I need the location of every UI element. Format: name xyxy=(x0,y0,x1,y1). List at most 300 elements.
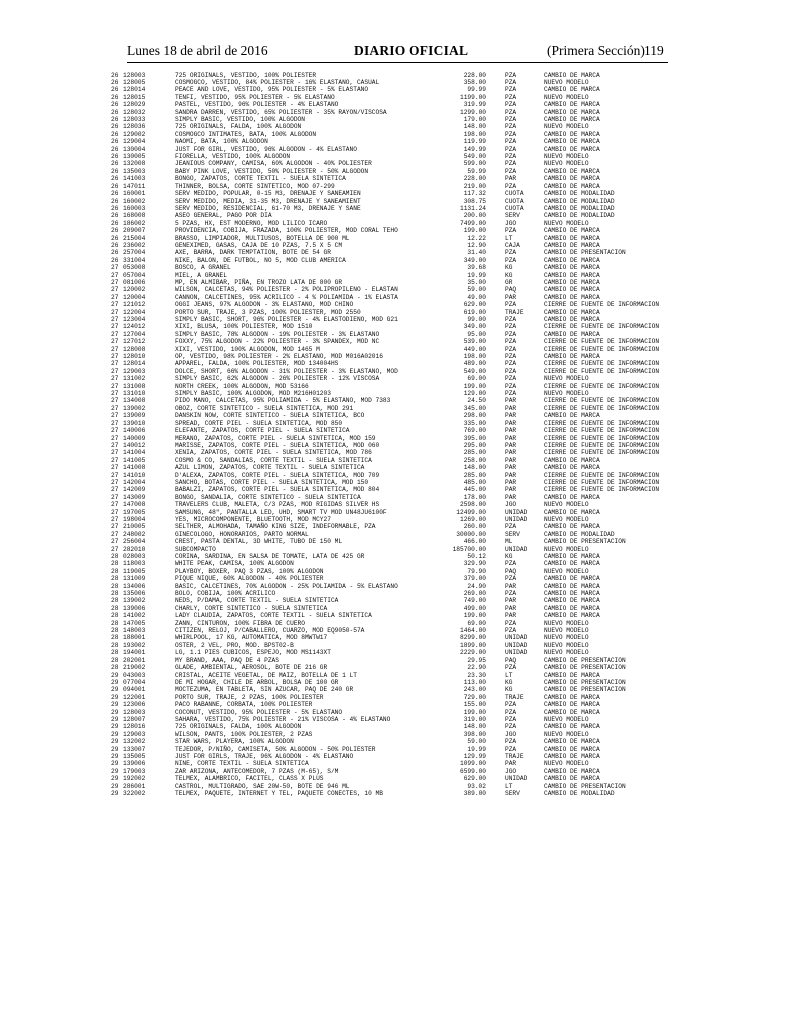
row-observation: CAMBIO DE MARCA xyxy=(544,723,600,731)
row-price: 629.00 xyxy=(463,775,486,783)
row-day: 28 xyxy=(111,627,119,635)
table-row xyxy=(0,612,791,619)
row-day: 27 xyxy=(111,427,119,435)
row-code: 131008 xyxy=(123,382,146,390)
table-row xyxy=(0,301,791,308)
table-row xyxy=(0,486,791,493)
row-unit: PAR xyxy=(505,412,517,420)
row-description: PORTO SUR, TRAJE, 2 PZAS, 100% POLIESTER xyxy=(175,693,324,701)
row-description: SAMSUNG, 48", PANTALLA LED, UHD, SMART TV MOD UN48JU6100F xyxy=(175,508,387,516)
row-price: 148.00 xyxy=(463,123,486,131)
row-price: 12.90 xyxy=(467,241,486,249)
row-day: 28 xyxy=(111,664,119,672)
table-row xyxy=(0,153,791,160)
row-description: BOLO, COBIJA, 100% ACRILICO xyxy=(175,590,276,598)
row-unit: UNIDAD xyxy=(505,775,528,783)
row-observation: CIERRE DE FUENTE DE INFORMACION xyxy=(544,301,660,309)
row-price: 29.95 xyxy=(467,656,486,664)
row-observation: CAMBIO DE PRESENTACION xyxy=(544,664,626,672)
row-unit: PZA xyxy=(505,382,517,390)
row-code: 128036 xyxy=(123,123,146,131)
row-day: 28 xyxy=(111,649,119,657)
row-observation: NUEVO MODELO xyxy=(544,501,589,509)
row-unit: PZA xyxy=(505,71,517,79)
row-observation: NUEVO MODELO xyxy=(544,79,589,86)
row-description: CREST, PASTA DENTAL, 3D WHITE, TUBO DE 150 ML xyxy=(175,538,343,546)
table-row xyxy=(0,309,791,316)
row-unit: LT xyxy=(505,671,513,679)
table-row xyxy=(0,264,791,271)
row-code: 123004 xyxy=(123,316,146,323)
row-code: 141010 xyxy=(123,471,146,479)
row-day: 26 xyxy=(111,130,119,138)
row-description: FOXXY, 75% ALGODON - 22% POLIESTER - 3% SPANDEX, MOD NC xyxy=(175,338,380,346)
row-unit: PZA xyxy=(505,375,517,383)
row-code: 094001 xyxy=(123,686,146,694)
table-row xyxy=(0,227,791,234)
row-unit: PZA xyxy=(505,701,517,709)
row-code: 139006 xyxy=(123,760,146,768)
row-price: 228.00 xyxy=(463,175,486,183)
row-code: 129002 xyxy=(123,130,146,138)
row-code: 134008 xyxy=(123,397,146,405)
row-day: 26 xyxy=(111,93,119,101)
row-description: PROVIDENCIA, COBIJA, FRAZADA, 100% POLIESTER, MOD CORAL TEHO xyxy=(175,227,398,235)
row-unit: JGO xyxy=(505,219,517,227)
row-code: 132002 xyxy=(123,738,146,746)
row-description: ZAR ARIZONA, ANTECOMEDOR, 7 PZAS (M-65), S/M xyxy=(175,767,339,775)
row-price: 12499.00 xyxy=(456,508,486,516)
row-observation: CAMBIO DE MARCA xyxy=(544,271,600,279)
row-observation: CAMBIO DE MARCA xyxy=(544,264,600,272)
row-unit: SERV xyxy=(505,530,520,538)
row-observation: CAMBIO DE MARCA xyxy=(544,560,600,568)
row-code: 148003 xyxy=(123,627,146,635)
row-description: APPAREL, FALDA, 100% POLIESTER, MOD 134004HS xyxy=(175,360,339,368)
row-description: SIMPLY BASIC, VESTIDO, 100% ALGODON xyxy=(175,116,305,124)
row-description: NIKE, BALON, DE FUTBOL, NO 5, MOD CLUB AMERICA xyxy=(175,256,346,264)
table-row xyxy=(0,516,791,523)
row-unit: PZA xyxy=(505,360,517,368)
row-description: DANSKIN NOW, CORTE SINTETICO - SUELA SINTETICA, BCO xyxy=(175,412,365,420)
row-observation: CAMBIO DE MARCA xyxy=(544,145,600,153)
row-observation: CAMBIO DE MODALIDAD xyxy=(544,197,615,205)
row-day: 27 xyxy=(111,316,119,323)
row-unit: PAR xyxy=(505,441,517,449)
row-unit: PZA xyxy=(505,523,517,531)
row-description: SELTHER, ALMOHADA, TAMAÑO KING SIZE, INDEFORMABLE, PZA xyxy=(175,523,376,531)
row-code: 198004 xyxy=(123,515,146,523)
table-row xyxy=(0,272,791,279)
row-observation: CAMBIO DE MARCA xyxy=(544,278,600,286)
row-observation: NUEVO MODELO xyxy=(544,390,589,398)
row-price: 35.00 xyxy=(467,278,486,286)
row-observation: NUEVO MODELO xyxy=(544,375,589,383)
table-row xyxy=(0,790,791,797)
table-row xyxy=(0,294,791,301)
row-observation: CAMBIO DE MARCA xyxy=(544,745,600,753)
row-price: 1131.24 xyxy=(460,204,486,212)
row-observation: CAMBIO DE MARCA xyxy=(544,330,600,338)
row-day: 27 xyxy=(111,353,119,361)
row-observation: CAMBIO DE MODALIDAD xyxy=(544,790,615,797)
row-code: 140009 xyxy=(123,434,146,442)
row-unit: PZA xyxy=(505,738,517,746)
row-price: 148.00 xyxy=(463,464,486,472)
row-observation: CAMBIO DE MARCA xyxy=(544,508,600,516)
row-description: ZANN, CINTURON, 100% FIBRA DE CUERO xyxy=(175,619,305,627)
row-price: 539.00 xyxy=(463,338,486,346)
row-observation: NUEVO MODELO xyxy=(544,634,589,642)
row-day: 27 xyxy=(111,367,119,375)
row-day: 26 xyxy=(111,182,119,190)
row-day: 26 xyxy=(111,71,119,79)
row-description: CITIZEN, RELOJ, P/CABALLERO, CUARZO, MOD EQ9050-57A xyxy=(175,627,365,635)
row-unit: PZA xyxy=(505,86,517,94)
row-price: 79.90 xyxy=(467,567,486,575)
row-description: SIMPLY BASIC, 62% ALGODON - 26% POLIESTER - 12% VISCOSA xyxy=(175,375,380,383)
row-code: 135005 xyxy=(123,752,146,760)
row-code: 128005 xyxy=(123,79,146,86)
row-price: 6599.00 xyxy=(460,767,486,775)
row-unit: PZA xyxy=(505,256,517,264)
row-day: 29 xyxy=(111,760,119,768)
table-row xyxy=(0,375,791,382)
row-description: AZUL LIMON, ZAPATOS, CORTE TEXTIL - SUELA SINTETICA xyxy=(175,464,365,472)
row-price: 319.99 xyxy=(463,101,486,109)
row-code: 160002 xyxy=(123,197,146,205)
table-row xyxy=(0,412,791,419)
row-code: 141005 xyxy=(123,456,146,464)
row-description: PACO RABANNE, CORBATA, 100% POLIESTER xyxy=(175,701,313,709)
table-row xyxy=(0,435,791,442)
row-code: 128014 xyxy=(123,86,146,94)
table-row xyxy=(0,86,791,93)
table-row xyxy=(0,597,791,604)
row-observation: CAMBIO DE PRESENTACION xyxy=(544,782,626,790)
row-day: 27 xyxy=(111,493,119,501)
row-day: 26 xyxy=(111,123,119,131)
row-price: 198.00 xyxy=(463,130,486,138)
row-code: 128014 xyxy=(123,360,146,368)
row-code: 160003 xyxy=(123,204,146,212)
row-unit: KG xyxy=(505,553,513,560)
row-observation: NUEVO MODELO xyxy=(544,567,589,575)
row-unit: PAR xyxy=(505,419,517,427)
row-day: 28 xyxy=(111,634,119,642)
row-observation: CIERRE DE FUENTE DE INFORMACION xyxy=(544,367,660,375)
row-price: 19.99 xyxy=(467,271,486,279)
row-day: 26 xyxy=(111,79,119,86)
table-row xyxy=(0,538,791,545)
row-unit: PZA xyxy=(505,560,517,568)
row-code: 128007 xyxy=(123,715,146,723)
row-day: 28 xyxy=(111,641,119,649)
row-price: 2598.00 xyxy=(460,501,486,509)
table-row xyxy=(0,360,791,367)
row-unit: LT xyxy=(505,234,513,242)
row-observation: CAMBIO DE MARCA xyxy=(544,456,600,464)
row-day: 27 xyxy=(111,360,119,368)
row-unit: PAR xyxy=(505,293,517,301)
table-row xyxy=(0,501,791,508)
row-code: 128010 xyxy=(123,353,146,361)
row-price: 113.00 xyxy=(463,678,486,686)
row-day: 27 xyxy=(111,545,119,553)
row-day: 27 xyxy=(111,338,119,346)
row-unit: PAQ xyxy=(505,286,517,294)
table-row xyxy=(0,590,791,597)
row-description: BASIC, CALCETINES, 70% ALGODON - 25% POLIAMIDA - 5% ELASTANO xyxy=(175,582,398,590)
row-description: 5 PZAS, HX, EST MODERNO, MOD LILICO ICARO xyxy=(175,219,328,227)
row-code: 129004 xyxy=(123,138,146,146)
table-row xyxy=(0,79,791,86)
row-observation: CAMBIO DE MARCA xyxy=(544,767,600,775)
row-unit: CAJA xyxy=(505,241,520,249)
row-unit: PZA xyxy=(505,123,517,131)
row-price: 178.00 xyxy=(463,493,486,501)
row-unit: PZA xyxy=(505,116,517,124)
row-day: 27 xyxy=(111,301,119,309)
row-unit: PZA xyxy=(505,101,517,109)
row-observation: NUEVO MODELO xyxy=(544,715,589,723)
table-row xyxy=(0,672,791,679)
row-price: 298.00 xyxy=(463,412,486,420)
row-unit: LT xyxy=(505,782,513,790)
row-description: PASTEL, VESTIDO, 96% POLIESTER - 4% ELASTANO xyxy=(175,101,339,109)
row-price: 185700.00 xyxy=(452,545,486,553)
table-row xyxy=(0,368,791,375)
row-observation: CAMBIO DE MARCA xyxy=(544,693,600,701)
row-description: TENFI, VESTIDO, 95% POLIESTER - 5% ELASTANO xyxy=(175,93,335,101)
row-observation: CIERRE DE FUENTE DE INFORMACION xyxy=(544,404,660,412)
row-day: 29 xyxy=(111,723,119,731)
row-description: DOLCE, SHORT, 66% ALGODON - 31% POLIESTER - 3% ELASTANO, MOD xyxy=(175,367,398,375)
row-unit: PAR xyxy=(505,760,517,768)
row-observation: CAMBIO DE MARCA xyxy=(544,234,600,242)
row-code: 132008 xyxy=(123,160,146,168)
table-row xyxy=(0,397,791,404)
row-day: 29 xyxy=(111,767,119,775)
row-code: 139010 xyxy=(123,419,146,427)
row-day: 29 xyxy=(111,745,119,753)
table-row xyxy=(0,701,791,708)
row-observation: CAMBIO DE MARCA xyxy=(544,493,600,501)
table-row xyxy=(0,175,791,182)
row-observation: NUEVO MODELO xyxy=(544,730,589,738)
row-day: 27 xyxy=(111,308,119,316)
row-unit: PAR xyxy=(505,478,517,486)
row-observation: CIERRE DE FUENTE DE INFORMACION xyxy=(544,360,660,368)
table-row xyxy=(0,101,791,108)
row-day: 29 xyxy=(111,693,119,701)
row-code: 128008 xyxy=(123,345,146,353)
row-observation: CAMBIO DE MODALIDAD xyxy=(544,530,615,538)
row-description: WILSON, PANTS, 100% POLIESTER, 2 PZAS xyxy=(175,730,313,738)
row-description: TRAVELERS CLUB, MALETA, C/3 PZAS, MOD RIGIDAS SILVER HS xyxy=(175,501,380,509)
row-unit: JGO xyxy=(505,501,517,509)
row-code: 120002 xyxy=(123,286,146,294)
table-row xyxy=(0,560,791,567)
table-row xyxy=(0,753,791,760)
row-day: 26 xyxy=(111,145,119,153)
row-price: 749.00 xyxy=(463,597,486,605)
row-day: 27 xyxy=(111,375,119,383)
table-row xyxy=(0,716,791,723)
row-unit: PZA xyxy=(505,708,517,716)
row-observation: CIERRE DE FUENTE DE INFORMACION xyxy=(544,382,660,390)
row-observation: CIERRE DE FUENTE DE INFORMACION xyxy=(544,427,660,435)
row-price: 499.00 xyxy=(463,604,486,612)
row-description: XIXI, VESTIDO, 100% ALGODON, MOD 1465 M xyxy=(175,345,320,353)
row-price: 295.00 xyxy=(463,441,486,449)
table-row xyxy=(0,183,791,190)
row-description: FIORELLA, VESTIDO, 100% ALGODON xyxy=(175,153,291,161)
row-observation: CAMBIO DE MARCA xyxy=(544,256,600,264)
row-observation: CAMBIO DE PRESENTACION xyxy=(544,656,626,664)
row-unit: UNIDAD xyxy=(505,634,528,642)
row-day: 26 xyxy=(111,167,119,175)
row-description: BABALZI, ZAPATOS, CORTE PIEL - SUELA SINTETICA, MOD 804 xyxy=(175,486,380,494)
row-price: 179.00 xyxy=(463,116,486,124)
row-day: 27 xyxy=(111,515,119,523)
row-code: 179003 xyxy=(123,767,146,775)
table-row xyxy=(0,694,791,701)
row-description: ELEFANTE, ZAPATOS, CORTE PIEL - SUELA SINTETICA xyxy=(175,427,350,435)
row-unit: PZA xyxy=(505,323,517,331)
row-description: JUST FOR GIRL, VESTIDO, 96% ALGODON - 4% ELASTANO xyxy=(175,145,357,153)
row-observation: CIERRE DE FUENTE DE INFORMACION xyxy=(544,434,660,442)
row-unit: PZA xyxy=(505,345,517,353)
table-row xyxy=(0,657,791,664)
row-code: 053008 xyxy=(123,264,146,272)
row-description: NINE, CORTE TEXTIL - SUELA SINTETICA xyxy=(175,760,309,768)
row-day: 29 xyxy=(111,775,119,783)
row-description: THINNER, BOLSA, CORTE SINTETICO, MOD 07-299 xyxy=(175,182,335,190)
row-observation: NUEVO MODELO xyxy=(544,93,589,101)
row-day: 27 xyxy=(111,508,119,516)
row-code: 081006 xyxy=(123,278,146,286)
row-observation: NUEVO MODELO xyxy=(544,160,589,168)
row-code: 192002 xyxy=(123,775,146,783)
table-row xyxy=(0,760,791,767)
row-description: COSMO & CO, SANDALIAS, CORTE TEXTIL - SUELA SINTETICA xyxy=(175,456,372,464)
row-day: 29 xyxy=(111,701,119,709)
row-unit: KG xyxy=(505,678,513,686)
row-observation: NUEVO MODELO xyxy=(544,515,589,523)
row-description: CASTROL, MULTIGRADO, SAE 20W-50, BOTE DE 946 ML xyxy=(175,782,350,790)
row-price: 155.00 xyxy=(463,701,486,709)
row-code: 282010 xyxy=(123,545,146,553)
row-day: 28 xyxy=(111,553,119,560)
row-observation: CAMBIO DE MARCA xyxy=(544,604,600,612)
table-row xyxy=(0,464,791,471)
row-day: 28 xyxy=(111,575,119,583)
row-unit: TRAJE xyxy=(505,308,524,316)
row-price: 69.00 xyxy=(467,619,486,627)
row-price: 1099.00 xyxy=(460,760,486,768)
row-description: TELMEX, PAQUETE, INTERNET Y TEL, PAQUETE CONECTES, 10 MB xyxy=(175,790,383,797)
row-price: 49.00 xyxy=(467,293,486,301)
row-code: 128003 xyxy=(123,708,146,716)
table-row xyxy=(0,605,791,612)
table-row xyxy=(0,634,791,641)
table-row xyxy=(0,94,791,101)
row-price: 24.50 xyxy=(467,397,486,405)
row-code: 124012 xyxy=(123,323,146,331)
row-code: 057004 xyxy=(123,271,146,279)
table-row xyxy=(0,138,791,145)
table-row xyxy=(0,257,791,264)
row-code: 202001 xyxy=(123,656,146,664)
row-observation: CIERRE DE FUENTE DE INFORMACION xyxy=(544,478,660,486)
row-day: 27 xyxy=(111,523,119,531)
row-unit: UNIDAD xyxy=(505,508,528,516)
row-unit: PAR xyxy=(505,427,517,435)
row-price: 345.00 xyxy=(463,404,486,412)
row-unit: PZA xyxy=(505,330,517,338)
row-day: 28 xyxy=(111,612,119,620)
row-price: 24.90 xyxy=(467,582,486,590)
row-code: 141004 xyxy=(123,449,146,457)
row-code: 131002 xyxy=(123,375,146,383)
table-row xyxy=(0,583,791,590)
row-day: 26 xyxy=(111,241,119,249)
row-code: 118003 xyxy=(123,560,146,568)
row-unit: PZA xyxy=(505,715,517,723)
row-description: MY BRAND, AAA, PAQ DE 4 PZAS xyxy=(175,656,279,664)
row-description: SAHARA, VESTIDO, 75% POLIESTER - 21% VISCOSA - 4% ELASTANO xyxy=(175,715,391,723)
row-day: 28 xyxy=(111,656,119,664)
row-day: 27 xyxy=(111,464,119,472)
row-description: STAR WARS, PLAYERA, 100% ALGODON xyxy=(175,738,294,746)
row-price: 59.00 xyxy=(467,286,486,294)
row-day: 27 xyxy=(111,478,119,486)
row-unit: CUOTA xyxy=(505,204,524,212)
row-unit: PZA xyxy=(505,160,517,168)
row-description: PEACE AND LOVE, VESTIDO, 95% POLIESTER - 5% ELASTANO xyxy=(175,86,369,94)
row-unit: PZA xyxy=(505,138,517,146)
table-row xyxy=(0,109,791,116)
row-day: 26 xyxy=(111,160,119,168)
row-observation: NUEVO MODELO xyxy=(544,123,589,131)
row-price: 1299.00 xyxy=(460,108,486,116)
row-price: 200.00 xyxy=(463,212,486,220)
row-price: 729.00 xyxy=(463,693,486,701)
row-day: 29 xyxy=(111,752,119,760)
price-table xyxy=(0,72,791,798)
row-day: 27 xyxy=(111,382,119,390)
row-description: DE MI HOGAR, CHILE DE ARBOL, BOLSA DE 100 GR xyxy=(175,678,339,686)
row-description: SERV MEDIDO, MEDIA, 31-35 M3, DRENAJE Y SANEAMIENT xyxy=(175,197,361,205)
row-price: 59.00 xyxy=(467,738,486,746)
row-price: 1464.00 xyxy=(460,627,486,635)
row-day: 27 xyxy=(111,471,119,479)
row-unit: CUOTA xyxy=(505,197,524,205)
row-code: 120004 xyxy=(123,293,146,301)
row-observation: CAMBIO DE MARCA xyxy=(544,101,600,109)
row-description: BOSCO, A GRANEL xyxy=(175,264,231,272)
table-row xyxy=(0,494,791,501)
row-description: SERV MEDIDO, RESIDENCIAL, 61-70 M3, DRENAJE Y SANE xyxy=(175,204,361,212)
row-description: LADY CLAUDIA, ZAPATOS, CORTE TEXTIL - SUELA SINTETICA xyxy=(175,612,372,620)
row-observation: CAMBIO DE MODALIDAD xyxy=(544,212,615,220)
row-price: 395.00 xyxy=(463,434,486,442)
table-row xyxy=(0,709,791,716)
row-unit: UNIDAD xyxy=(505,545,528,553)
row-unit: PZA xyxy=(505,167,517,175)
row-observation: CAMBIO DE MARCA xyxy=(544,71,600,79)
